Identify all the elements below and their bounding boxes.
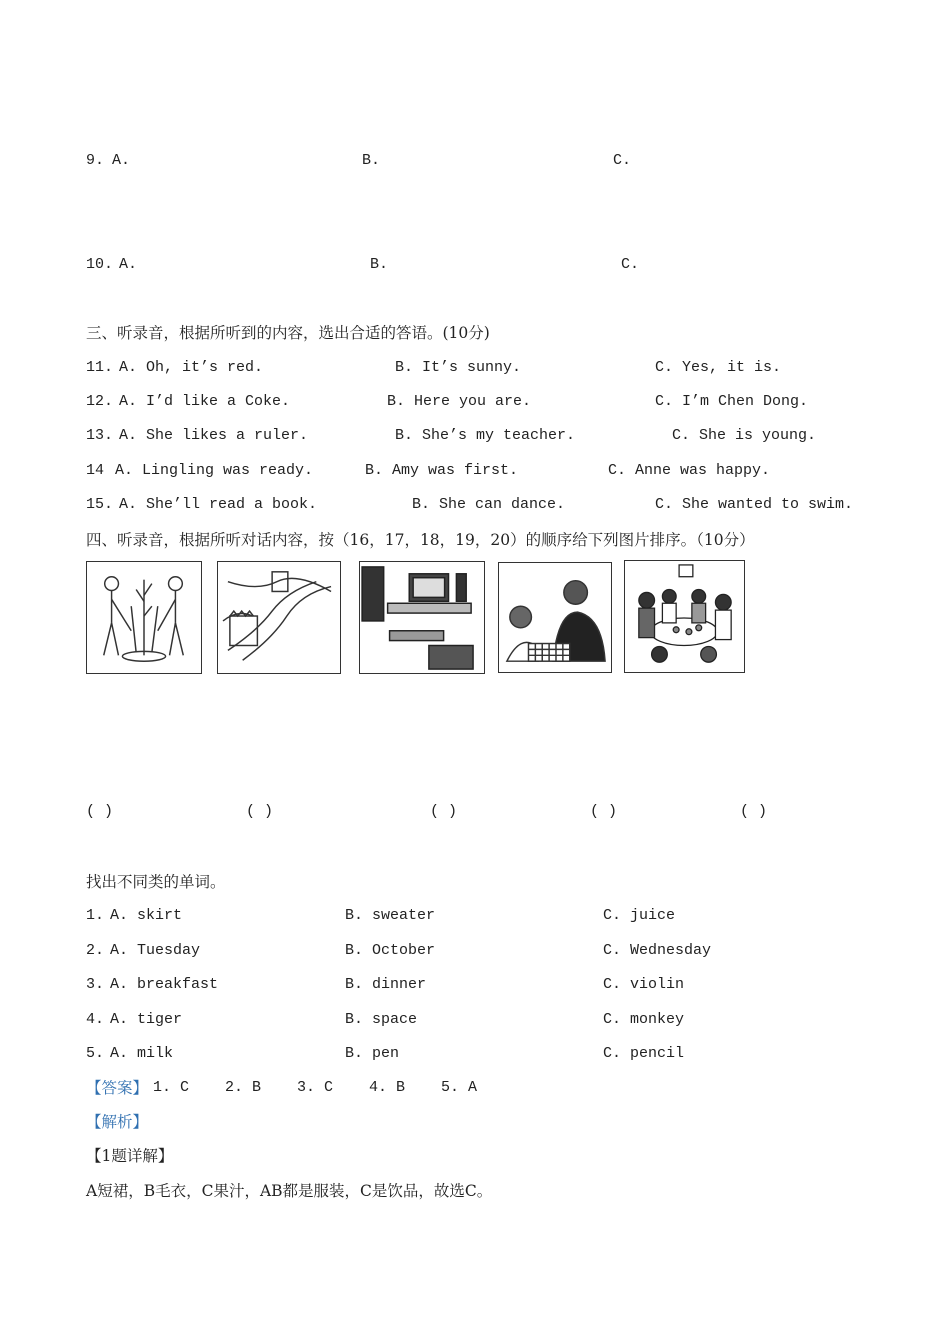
word-q3-number: 3.	[86, 976, 105, 993]
word-q3-option-a: A. breakfast	[110, 976, 219, 993]
q12-number: 12.	[86, 393, 114, 410]
word-q4-option-c: C. monkey	[603, 1011, 685, 1028]
order-blank-1[interactable]: ( )	[86, 803, 114, 820]
q10-option-a: A.	[119, 256, 138, 273]
order-blank-3[interactable]: ( )	[430, 803, 458, 820]
odd-one-out-heading: 找出不同类的单词。	[86, 873, 226, 891]
q15-option-a: A. She’ll read a book.	[119, 496, 318, 513]
word-q1-option-a: A. skirt	[110, 907, 183, 924]
word-q5-number: 5.	[86, 1045, 105, 1062]
q9-option-c: C.	[613, 152, 632, 169]
word-q2-number: 2.	[86, 942, 105, 959]
q11-option-a: A. Oh, it’s red.	[119, 359, 264, 376]
q14-option-a: A. Lingling was ready.	[115, 462, 314, 479]
q14-number: 14	[86, 462, 105, 479]
q14-option-b: B. Amy was first.	[365, 462, 519, 479]
word-q2-option-c: C. Wednesday	[603, 942, 712, 959]
q11-option-b: B. It’s sunny.	[395, 359, 522, 376]
word-q1-number: 1.	[86, 907, 105, 924]
q15-option-c: C. She wanted to swim.	[655, 496, 854, 513]
word-q2-option-a: A. Tuesday	[110, 942, 201, 959]
word-q5-option-c: C. pencil	[603, 1045, 685, 1062]
detail-text: A短裙，B毛衣，C果汁，AB都是服装，C是饮品，故选C。	[86, 1182, 493, 1200]
section4-heading: 四、听录音，根据所听对话内容，按（16，17，18，19，20）的顺序给下列图片排序。（10分）	[86, 531, 755, 549]
chess-game-icon	[498, 562, 612, 673]
q15-option-b: B. She can dance.	[412, 496, 566, 513]
q13-option-a: A. She likes a ruler.	[119, 427, 309, 444]
order-blank-5[interactable]: ( )	[740, 803, 768, 820]
word-q4-option-a: A. tiger	[110, 1011, 183, 1028]
q12-option-c: C. I’m Chen Dong.	[655, 393, 809, 410]
word-q4-number: 4.	[86, 1011, 105, 1028]
living-room-tv-icon	[359, 561, 485, 674]
q14-option-c: C. Anne was happy.	[608, 462, 771, 479]
q9-option-a: A.	[112, 152, 131, 169]
word-q5-option-a: A. milk	[110, 1045, 174, 1062]
q11-option-c: C. Yes, it is.	[655, 359, 782, 376]
word-q3-option-c: C. violin	[603, 976, 685, 993]
great-wall-icon	[217, 561, 341, 674]
word-q4-option-b: B. space	[345, 1011, 418, 1028]
q13-number: 13.	[86, 427, 114, 444]
word-q3-option-b: B. dinner	[345, 976, 427, 993]
word-q1-option-b: B. sweater	[345, 907, 436, 924]
order-blank-4[interactable]: ( )	[590, 803, 618, 820]
q12-option-a: A. I’d like a Coke.	[119, 393, 291, 410]
q10-option-b: B.	[370, 256, 389, 273]
word-q1-option-c: C. juice	[603, 907, 676, 924]
q11-number: 11.	[86, 359, 114, 376]
detail-label: 【1题详解】	[86, 1147, 174, 1165]
word-q5-option-b: B. pen	[345, 1045, 400, 1062]
q15-number: 15.	[86, 496, 114, 513]
tree-planting-icon	[86, 561, 202, 674]
q9-number: 9.	[86, 152, 105, 169]
analysis-label: 【解析】	[86, 1113, 149, 1131]
q9-option-b: B.	[362, 152, 381, 169]
word-q2-option-b: B. October	[345, 942, 436, 959]
answer-text: 1. C 2. B 3. C 4. B 5. A	[153, 1079, 478, 1096]
q13-option-b: B. She’s my teacher.	[395, 427, 576, 444]
q10-option-c: C.	[621, 256, 640, 273]
family-dinner-icon	[624, 560, 745, 673]
q12-option-b: B. Here you are.	[387, 393, 532, 410]
section3-heading: 三、听录音，根据所听到的内容，选出合适的答语。(10分)	[86, 324, 490, 342]
answer-label: 【答案】	[86, 1079, 149, 1097]
order-blank-2[interactable]: ( )	[246, 803, 274, 820]
q13-option-c: C. She is young.	[672, 427, 817, 444]
q10-number: 10.	[86, 256, 114, 273]
